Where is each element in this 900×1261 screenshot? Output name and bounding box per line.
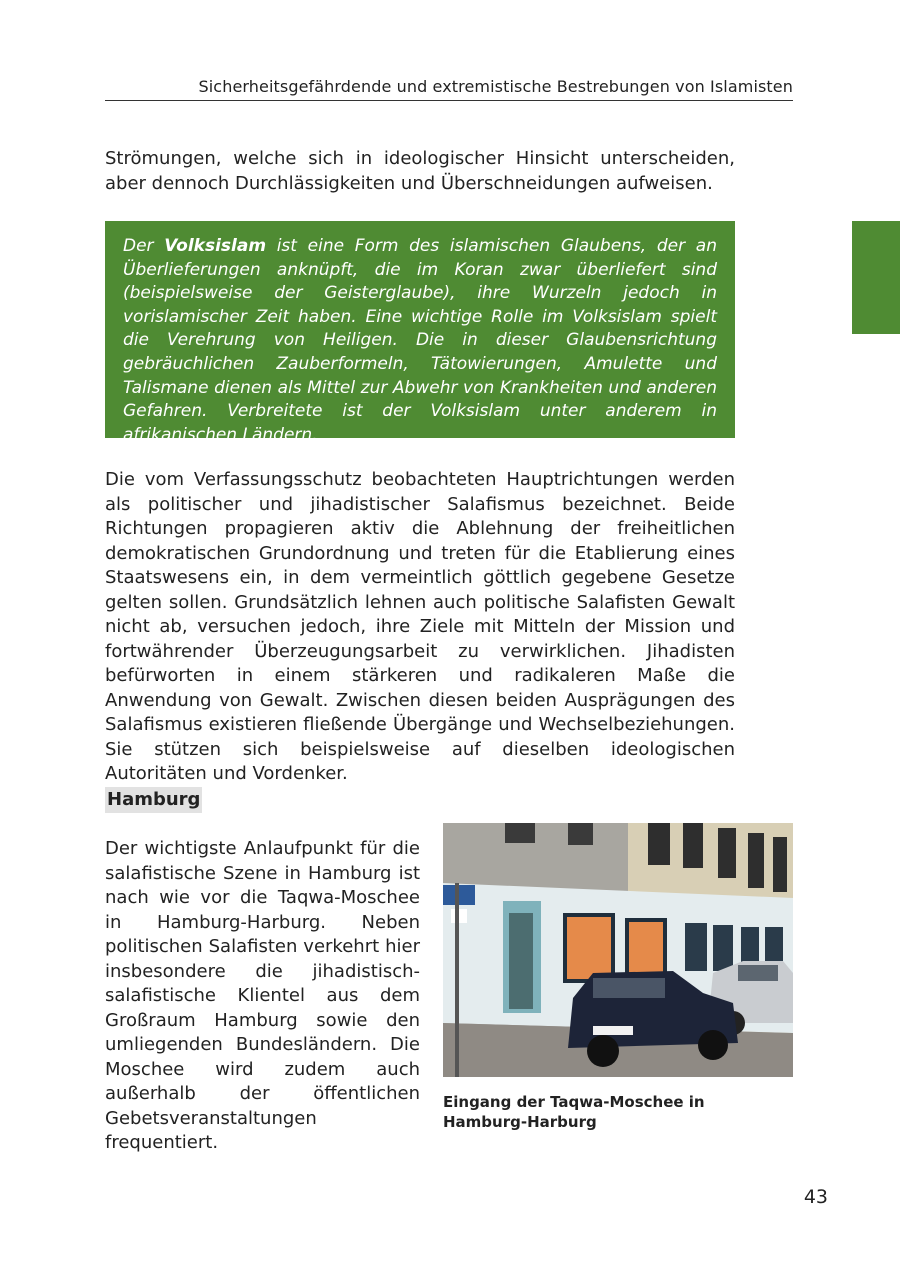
infobox-term: Volksislam	[164, 236, 267, 256]
infobox-text	[123, 235, 717, 447]
definition-infobox	[105, 221, 735, 445]
main-paragraph: Die vom Verfassungsschutz beobachteten Hauptrichtungen werden als politischer und jihadistischer Salafismus bezeichnet. Beide Richtungen propagieren aktiv die Ablehnung der freiheitlichen demokratischen Grundordnung und treten für die Etablierung eines Staatswesens ein, in dem vermeintlich göttlich gegebene Gesetze gelten sollen. Grundsätzlich lehnen auch politische Salafisten Gewalt nicht ab, versuchen jedoch, ihre Ziele mit Mitteln der Mission und fortwährender Überzeugungsarbeit zu verwirklichen. Jihadisten befürworten in einem stärkeren und radikaleren Maße die Anwendung von Gewalt. Zwischen diesen beiden Ausprägungen des Salafismus existieren fließende Übergänge und Wechselbeziehungen. Sie stützen sich beispielsweise auf dieselben ideologischen Autoritäten und Vordenker.	[105, 469, 735, 784]
infobox-prefix: Der	[123, 236, 165, 256]
header-divider	[105, 100, 793, 101]
mosque-entrance-photo	[443, 823, 793, 1077]
photo-caption: Eingang der Taqwa-Moschee in Hamburg-Harburg	[443, 1093, 705, 1131]
hamburg-paragraph: Der wichtigste Anlaufpunkt für die salafistische Szene in Hamburg ist nach wie vor die Taqwa-Moschee in Hamburg-Harburg. Neben politischen Salafisten verkehrt hier insbesondere die jihadistisch-salafistische Klientel aus dem Großraum Hamburg sowie den umliegenden Bundesländern. Die Moschee wird zudem auch außerhalb der öffentlichen Gebetsveranstaltungen frequentiert.	[105, 838, 420, 1153]
infobox-body: ist eine Form des islamischen Glaubens, der an Überlieferungen anknüpft, die im Koran zwar überliefert sind (beispielsweise der Geisterglaube), ihre Wurzeln jedoch in vorislamischer Zeit haben. Eine wichtige Rolle im Volksislam spielt die Verehrung von Heiligen. Die in dieser Glaubensrichtung gebräuchlichen Zauberformeln, Tätowierungen, Amulette und Talismane dienen als Mittel zur Abwehr von Krankheiten und anderen Gefahren. Verbreitete ist der Volksislam unter anderem in afrikanischen Ländern.	[123, 236, 717, 445]
chapter-side-tab	[852, 221, 900, 334]
running-header: Sicherheitsgefährdende und extremistische Bestrebungen von Islamisten	[198, 77, 793, 96]
page-number: 43	[803, 1186, 828, 1208]
section-heading-hamburg: Hamburg	[105, 787, 202, 813]
intro-paragraph: Strömungen, welche sich in ideologischer Hinsicht unterscheiden, aber dennoch Durchlässigkeiten und Überschneidungen aufweisen.	[105, 148, 735, 194]
